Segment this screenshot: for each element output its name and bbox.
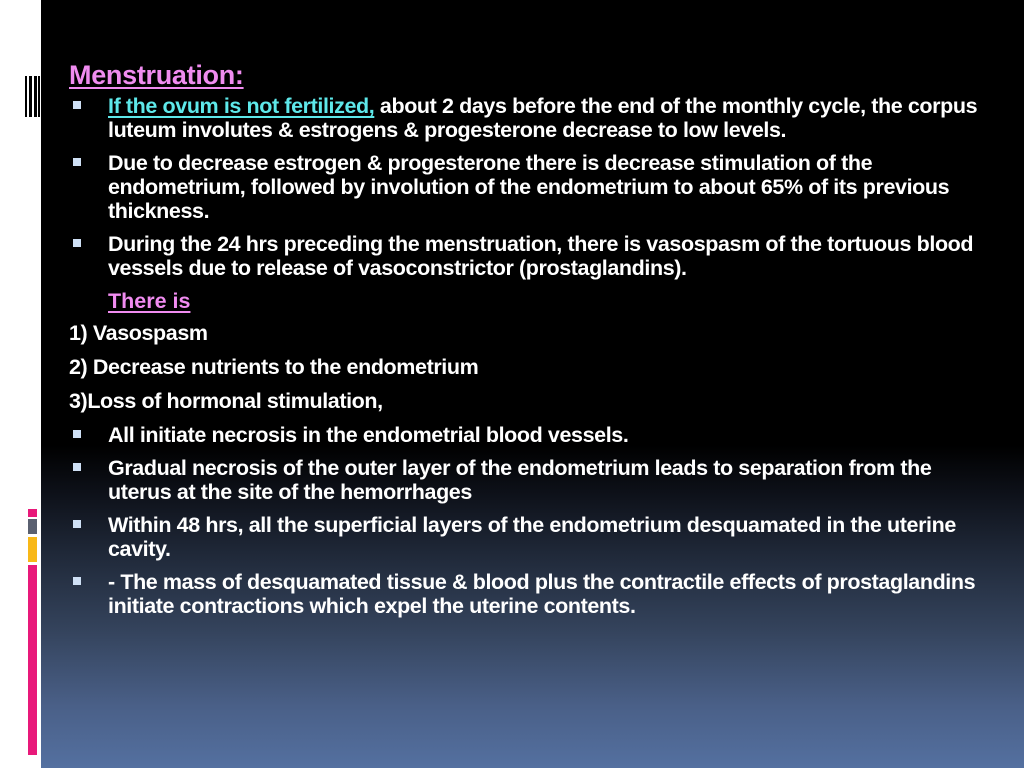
bullet-item: [69, 456, 989, 504]
accent-block-pink-small: [28, 509, 37, 517]
numbered-item: 1) Vasospasm: [69, 321, 208, 345]
bullet-text: - The mass of desquamated tissue & blood plus the contractile effects of prostaglandins initiate contractions which expel the uterine contents.: [108, 570, 976, 618]
square-bullet-icon: [73, 577, 81, 585]
subheading-there-is: There is: [108, 289, 191, 313]
numbered-item: 3)Loss of hormonal stimulation,: [69, 389, 383, 413]
square-bullet-icon: [73, 520, 81, 528]
bullet-text: Gradual necrosis of the outer layer of the endometrium leads to separation from the uterus at the site of the hemorrhages: [108, 456, 932, 504]
highlighted-phrase: If the ovum is not fertilized,: [108, 94, 375, 118]
accent-block-yellow: [28, 537, 37, 562]
square-bullet-icon: [73, 101, 81, 109]
barcode-decoration: [25, 76, 40, 117]
slide-title: Menstruation:: [69, 60, 244, 90]
bullet-text: Due to decrease estrogen & progesterone there is decrease stimulation of the endometrium, followed by involution of the endometrium to about 65% of its previous thickness.: [108, 151, 950, 223]
bullet-text: Within 48 hrs, all the superficial layers of the endometrium desquamated in the uterine cavity.: [108, 513, 956, 561]
bullet-item: [69, 513, 989, 561]
square-bullet-icon: [73, 430, 81, 438]
accent-bar-pink: [28, 565, 37, 755]
square-bullet-icon: [73, 158, 81, 166]
slide-canvas: [41, 0, 1024, 768]
bullet-item: [69, 423, 989, 447]
slide-content: [69, 58, 989, 627]
bullet-text: During the 24 hrs preceding the menstruation, there is vasospasm of the tortuous blood vessels due to release of vasoconstrictor (prostaglandins).: [108, 232, 974, 280]
left-decoration-strip: [0, 0, 41, 768]
bullet-item: [69, 151, 989, 223]
bullet-item: [69, 570, 989, 618]
bullet-text: about 2 days before the end of the monthly cycle, the corpus luteum involutes & estrogens & progesterone decrease to low levels.: [108, 94, 978, 142]
bullet-text: All initiate necrosis in the endometrial blood vessels.: [108, 423, 629, 447]
bullet-item: [69, 232, 989, 280]
bullet-item: [69, 94, 989, 142]
accent-block-gray: [28, 519, 37, 534]
numbered-item: 2) Decrease nutrients to the endometrium: [69, 355, 479, 379]
square-bullet-icon: [73, 239, 81, 247]
square-bullet-icon: [73, 463, 81, 471]
